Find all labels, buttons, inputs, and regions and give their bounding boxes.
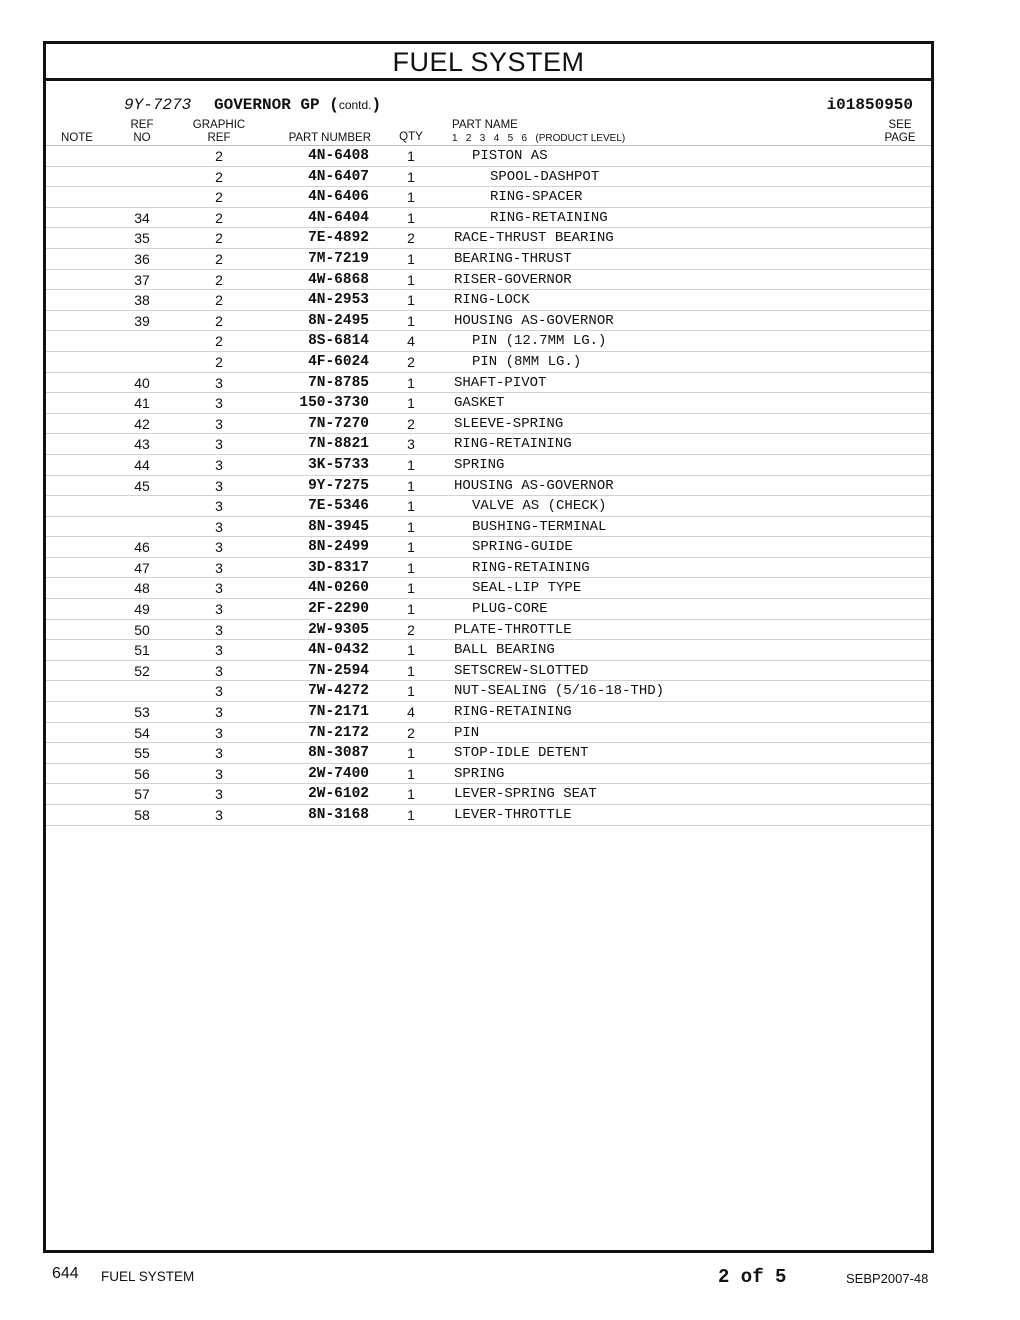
part-name-cell: PLUG-CORE [472,601,548,618]
graphic-ref-cell: 3 [215,621,223,638]
ref-no-cell: 56 [134,765,150,782]
graphic-ref-cell: 2 [215,271,223,288]
graphic-ref-cell: 3 [215,745,223,762]
group-contd: contd. [338,98,372,112]
table-row [46,743,931,764]
ref-no-cell: 34 [134,209,150,226]
part-name-cell: STOP-IDLE DETENT [454,745,589,762]
qty-cell: 1 [407,601,415,618]
part-number-cell: 3D-8317 [308,559,369,576]
part-number-cell: 2W-6102 [308,786,369,803]
table-row [46,167,931,188]
header-graphic-ref-line2: REF [207,132,231,144]
part-name-cell: SHAFT-PIVOT [454,374,547,391]
part-number-cell: 8N-2499 [308,539,369,556]
qty-cell: 2 [407,724,415,741]
table-row [46,681,931,702]
qty-cell: 1 [407,807,415,823]
part-name-cell: SPRING-GUIDE [472,539,573,556]
qty-cell: 3 [407,436,415,453]
part-number-cell: 2W-9305 [308,621,369,638]
ref-no-cell: 44 [134,456,150,473]
graphic-ref-cell: 3 [215,807,223,823]
part-number-cell: 7N-8821 [308,436,369,453]
graphic-ref-cell: 3 [215,456,223,473]
table-row [46,373,931,394]
part-name-cell: SLEEVE-SPRING [454,415,564,432]
part-number-cell: 4N-6407 [308,168,369,185]
graphic-ref-cell: 3 [215,477,223,494]
table-row [46,661,931,682]
qty-cell: 1 [407,271,415,288]
part-name-cell: RING-RETAINING [472,559,590,576]
part-number-cell: 7N-2594 [308,662,369,679]
qty-cell: 1 [407,395,415,412]
part-number-cell: 4F-6024 [308,353,369,370]
part-number-cell: 9Y-7275 [308,477,369,494]
part-number-cell: 7N-2171 [308,704,369,721]
part-number-cell: 7E-4892 [308,230,369,247]
qty-cell: 1 [407,786,415,803]
ref-no-cell: 39 [134,312,150,329]
table-row [46,434,931,455]
table-row [46,455,931,476]
qty-cell: 1 [407,374,415,391]
qty-cell: 1 [407,662,415,679]
part-number-cell: 4N-2953 [308,292,369,309]
graphic-ref-cell: 2 [215,168,223,185]
part-name-cell: RING-SPACER [490,189,583,206]
qty-cell: 1 [407,559,415,576]
qty-cell: 1 [407,539,415,556]
part-number-cell: 7E-5346 [308,498,369,515]
qty-cell: 1 [407,292,415,309]
part-number-cell: 8N-3168 [308,807,369,823]
part-name-cell: RING-RETAINING [454,704,572,721]
ref-no-cell: 43 [134,436,150,453]
ref-no-cell: 55 [134,745,150,762]
table-row [46,476,931,497]
part-number-cell: 8N-2495 [308,312,369,329]
part-name-cell: RISER-GOVERNOR [454,271,572,288]
table-row [46,620,931,641]
graphic-ref-cell: 3 [215,642,223,659]
table-row [46,228,931,249]
part-name-cell: PISTON AS [472,148,548,164]
ref-no-cell: 52 [134,662,150,679]
qty-cell: 1 [407,683,415,700]
qty-cell: 1 [407,312,415,329]
group-name-close: ) [371,96,382,114]
part-number-cell: 8S-6814 [308,333,369,350]
graphic-ref-cell: 3 [215,786,223,803]
table-row [46,208,931,229]
table-row [46,805,931,826]
part-number-cell: 7N-7270 [308,415,369,432]
graphic-ref-cell: 3 [215,539,223,556]
qty-cell: 1 [407,477,415,494]
qty-cell: 1 [407,456,415,473]
table-row [46,537,931,558]
ref-no-cell: 54 [134,724,150,741]
table-row [46,517,931,538]
part-number-cell: 8N-3087 [308,745,369,762]
qty-cell: 2 [407,415,415,432]
table-row [46,393,931,414]
part-name-cell: RACE-THRUST BEARING [454,230,614,247]
ref-no-cell: 35 [134,230,150,247]
qty-cell: 1 [407,518,415,535]
ref-no-cell: 47 [134,559,150,576]
part-number-cell: 150-3730 [299,395,369,412]
header-graphic-ref-line1: GRAPHIC [192,119,246,131]
qty-cell: 1 [407,168,415,185]
ref-no-cell: 49 [134,601,150,618]
ref-no-cell: 58 [134,807,150,823]
table-row [46,764,931,785]
footer-sheet: 2 of 5 [718,1266,787,1288]
graphic-ref-cell: 2 [215,189,223,206]
footer-section: FUEL SYSTEM [101,1269,195,1284]
table-row [46,414,931,435]
ref-no-cell: 40 [134,374,150,391]
part-name-cell: SEAL-LIP TYPE [472,580,582,597]
header-graphic-ref [184,119,254,145]
parts-table [46,146,931,826]
header-part-name [452,119,625,145]
part-name-cell: SETSCREW-SLOTTED [454,662,589,679]
qty-cell: 1 [407,745,415,762]
table-row [46,702,931,723]
qty-cell: 4 [407,333,415,350]
part-name-cell: VALVE AS (CHECK) [472,498,607,515]
part-name-cell: LEVER-THROTTLE [454,807,572,823]
graphic-ref-cell: 3 [215,559,223,576]
part-name-cell: RING-LOCK [454,292,530,309]
graphic-ref-cell: 3 [215,518,223,535]
part-name-cell: PLATE-THROTTLE [454,621,572,638]
qty-cell: 4 [407,704,415,721]
graphic-ref-cell: 3 [215,415,223,432]
ref-no-cell: 42 [134,415,150,432]
qty-cell: 2 [407,353,415,370]
ref-no-cell: 46 [134,539,150,556]
graphic-ref-cell: 3 [215,724,223,741]
table-row [46,146,931,167]
part-number-cell: 4N-0260 [308,580,369,597]
footer-page-number: 644 [52,1265,79,1282]
qty-cell: 1 [407,642,415,659]
header-note [46,132,108,145]
part-name-cell: SPRING [454,456,505,473]
footer-doc-id: SEBP2007-48 [846,1271,929,1286]
header-part-number-label: PART NUMBER [288,132,371,144]
table-row [46,578,931,599]
graphic-ref-cell: 3 [215,704,223,721]
table-row [46,311,931,332]
part-name-cell: PIN [454,724,480,741]
ref-no-cell: 37 [134,271,150,288]
graphic-ref-cell: 3 [215,662,223,679]
part-number-cell: 4N-0432 [308,642,369,659]
part-number-cell: 4W-6868 [308,271,369,288]
graphic-ref-cell: 2 [215,250,223,267]
part-name-cell: BALL BEARING [454,642,555,659]
ref-no-cell: 48 [134,580,150,597]
part-number-cell: 2F-2290 [308,601,369,618]
ref-no-cell: 36 [134,250,150,267]
header-note-label: NOTE [61,132,93,144]
header-part-number [271,132,371,145]
table-row [46,352,931,373]
graphic-ref-cell: 2 [215,209,223,226]
qty-cell: 1 [407,250,415,267]
ref-no-cell: 53 [134,704,150,721]
page-title: FUEL SYSTEM [46,44,931,81]
part-number-cell: 7N-2172 [308,724,369,741]
part-number-cell: 3K-5733 [308,456,369,473]
part-name-cell: PIN (12.7MM LG.) [472,333,607,350]
table-row [46,558,931,579]
group-name [214,96,381,116]
ref-no-cell: 51 [134,642,150,659]
part-name-cell: HOUSING AS-GOVERNOR [454,312,614,329]
header-ref-no [116,119,168,145]
part-number-cell: 7N-8785 [308,374,369,391]
group-number: 9Y-7273 [124,96,192,114]
table-row [46,331,931,352]
illustration-id: i01850950 [826,96,913,114]
part-number-cell: 7M-7219 [308,250,369,267]
part-number-cell: 4N-6404 [308,209,369,226]
header-part-name-label: PART NAME [452,119,518,131]
qty-cell: 1 [407,765,415,782]
part-name-cell: BUSHING-TERMINAL [472,518,607,535]
group-name-text: GOVERNOR GP ( [214,96,339,114]
ref-no-cell: 41 [134,395,150,412]
parts-list-frame [43,41,934,1253]
ref-no-cell: 38 [134,292,150,309]
graphic-ref-cell: 3 [215,765,223,782]
header-qty [394,131,428,144]
graphic-ref-cell: 3 [215,395,223,412]
part-name-cell: HOUSING AS-GOVERNOR [454,477,614,494]
part-name-cell: RING-RETAINING [454,436,572,453]
part-name-cell: PIN (8MM LG.) [472,353,582,370]
graphic-ref-cell: 3 [215,683,223,700]
table-row [46,249,931,270]
qty-cell: 1 [407,189,415,206]
part-number-cell: 4N-6406 [308,189,369,206]
graphic-ref-cell: 3 [215,374,223,391]
ref-no-cell: 50 [134,621,150,638]
header-qty-label: QTY [399,131,423,143]
graphic-ref-cell: 2 [215,333,223,350]
qty-cell: 2 [407,621,415,638]
qty-cell: 1 [407,209,415,226]
table-row [46,723,931,744]
part-name-cell: SPRING [454,765,505,782]
header-ref-no-line2: NO [133,132,151,144]
part-number-cell: 7W-4272 [308,683,369,700]
table-row [46,270,931,291]
part-name-cell: NUT-SEALING (5/16-18-THD) [454,683,665,700]
table-row [46,599,931,620]
header-ref-no-line1: REF [130,119,154,131]
graphic-ref-cell: 3 [215,601,223,618]
part-number-cell: 4N-6408 [308,148,369,164]
graphic-ref-cell: 3 [215,498,223,515]
header-see-page [864,119,936,145]
table-row [46,784,931,805]
qty-cell: 2 [407,230,415,247]
graphic-ref-cell: 3 [215,436,223,453]
graphic-ref-cell: 2 [215,148,223,164]
part-number-cell: 2W-7400 [308,765,369,782]
part-number-cell: 8N-3945 [308,518,369,535]
header-product-levels: 1 2 3 4 5 6 (PRODUCT LEVEL) [452,133,626,144]
graphic-ref-cell: 3 [215,580,223,597]
part-name-cell: LEVER-SPRING SEAT [454,786,597,803]
qty-cell: 1 [407,498,415,515]
part-name-cell: SPOOL-DASHPOT [490,168,600,185]
header-see-page-line2: PAGE [884,132,916,144]
table-row [46,187,931,208]
part-name-cell: RING-RETAINING [490,209,608,226]
graphic-ref-cell: 2 [215,312,223,329]
graphic-ref-cell: 2 [215,353,223,370]
qty-cell: 1 [407,148,415,164]
table-row [46,290,931,311]
ref-no-cell: 45 [134,477,150,494]
part-name-cell: BEARING-THRUST [454,250,572,267]
graphic-ref-cell: 2 [215,292,223,309]
part-name-cell: GASKET [454,395,505,412]
table-row [46,496,931,517]
graphic-ref-cell: 2 [215,230,223,247]
qty-cell: 1 [407,580,415,597]
table-row [46,640,931,661]
header-see-page-line1: SEE [888,119,912,131]
ref-no-cell: 57 [134,786,150,803]
